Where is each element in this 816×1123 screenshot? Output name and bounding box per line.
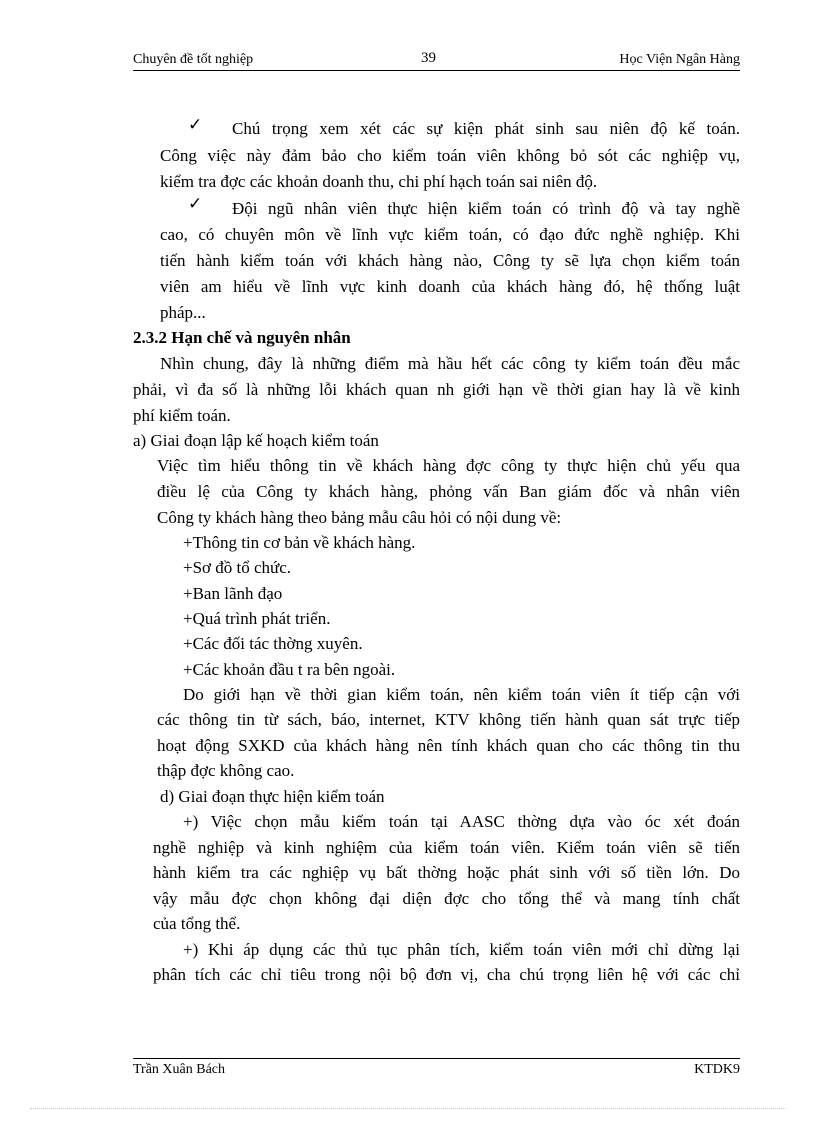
- list-item: +Sơ đồ tổ chức.: [183, 558, 292, 577]
- paragraph-line: các thông tin từ sách, báo, internet, KTV không tiến hành quan sát trực tiếp: [157, 710, 740, 729]
- paragraph-line: cao, có chuyên môn về lĩnh vực kiểm toán, có đạo đức nghề nghiệp. Khi: [160, 225, 740, 244]
- checkmark-icon: ✓: [188, 115, 203, 134]
- paragraph-line: phải, vì đa số là những lỗi khách quan nh giới hạn về thời gian hay là về kinh: [133, 380, 740, 399]
- subsection-heading: d) Giai đoạn thực hiện kiểm toán: [160, 787, 385, 806]
- paragraph-line: kiểm tra đợc các khoản doanh thu, chi phí hạch toán sai niên độ.: [160, 172, 598, 191]
- footer-class-code: KTDK9: [694, 1062, 740, 1077]
- paragraph-line: pháp...: [160, 303, 206, 322]
- list-item: +Các khoản đầu t ra bên ngoài.: [183, 660, 396, 679]
- list-item: +Ban lãnh đạo: [183, 584, 283, 603]
- paragraph-line: nghề nghiệp và kinh nghiệm của kiểm toán viên. Kiểm toán viên sẽ tiến: [153, 838, 740, 857]
- paragraph-line: thập đợc không cao.: [157, 761, 295, 780]
- paragraph-line: vậy mẫu đợc chọn không đại diện đợc cho tổng thể và mang tính chất: [153, 889, 740, 908]
- paragraph-line: Nhìn chung, đây là những điểm mà hầu hết các công ty kiểm toán đều mắc: [160, 354, 740, 373]
- list-item: +Quá trình phát triển.: [183, 609, 331, 628]
- paragraph-line: phân tích các chỉ tiêu trong nội bộ đơn vị, cha chú trọng liên hệ với các chỉ: [153, 965, 740, 984]
- paragraph-line: +) Việc chọn mẫu kiểm toán tại AASC thờng dựa vào óc xét đoán: [183, 812, 740, 831]
- page-bottom-divider: [30, 1108, 786, 1109]
- paragraph-line: Chú trọng xem xét các sự kiện phát sinh sau niên độ kế toán.: [232, 119, 740, 138]
- paragraph-line: hoạt động SXKD của khách hàng nên tính khách quan cho các thông tin thu: [157, 736, 740, 755]
- paragraph-line: tiến hành kiểm toán với khách hàng nào, Công ty sẽ lựa chọn kiểm toán: [160, 251, 740, 270]
- subsection-heading: a) Giai đoạn lập kế hoạch kiểm toán: [133, 431, 379, 450]
- paragraph-line: của tổng thể.: [153, 914, 241, 933]
- paragraph-line: viên am hiểu về lĩnh vực kinh doanh của khách hàng đó, hệ thống luật: [160, 277, 740, 296]
- header-institution: Học Viện Ngân Hàng: [619, 52, 740, 67]
- paragraph-line: Công việc này đảm bảo cho kiểm toán viên không bỏ sót các nghiệp vụ,: [160, 146, 740, 165]
- paragraph-line: điều lệ của Công ty khách hàng, phỏng vấn Ban giám đốc và nhân viên: [157, 482, 740, 501]
- paragraph-line: Do giới hạn về thời gian kiểm toán, nên kiểm toán viên ít tiếp cận với: [183, 685, 740, 704]
- paragraph-line: hành kiểm tra các nghiệp vụ bất thờng hoặc phát sinh với số tiền lớn. Do: [153, 863, 740, 882]
- paragraph-line: Đội ngũ nhân viên thực hiện kiểm toán có trình độ và tay nghề: [232, 199, 740, 218]
- page-footer: [133, 1058, 740, 1081]
- section-heading: 2.3.2 Hạn chế và nguyên nhân: [133, 328, 351, 347]
- footer-author: Trần Xuân Bách: [133, 1062, 226, 1077]
- list-item: +Các đối tác thờng xuyên.: [183, 634, 363, 653]
- paragraph-line: Công ty khách hàng theo bảng mẫu câu hỏi có nội dung về:: [157, 508, 562, 527]
- paragraph-line: Việc tìm hiểu thông tin về khách hàng đợc công ty thực hiện chủ yếu qua: [157, 456, 740, 475]
- list-item: +Thông tin cơ bản về khách hàng.: [183, 533, 416, 552]
- paragraph-line: phí kiểm toán.: [133, 406, 231, 425]
- checkmark-icon: ✓: [188, 194, 203, 213]
- page-number: 39: [421, 50, 436, 66]
- page-header: [133, 50, 740, 71]
- paragraph-line: +) Khi áp dụng các thủ tục phân tích, kiểm toán viên mới chỉ dừng lại: [183, 940, 740, 959]
- header-document-title: Chuyên đề tốt nghiệp: [133, 52, 254, 67]
